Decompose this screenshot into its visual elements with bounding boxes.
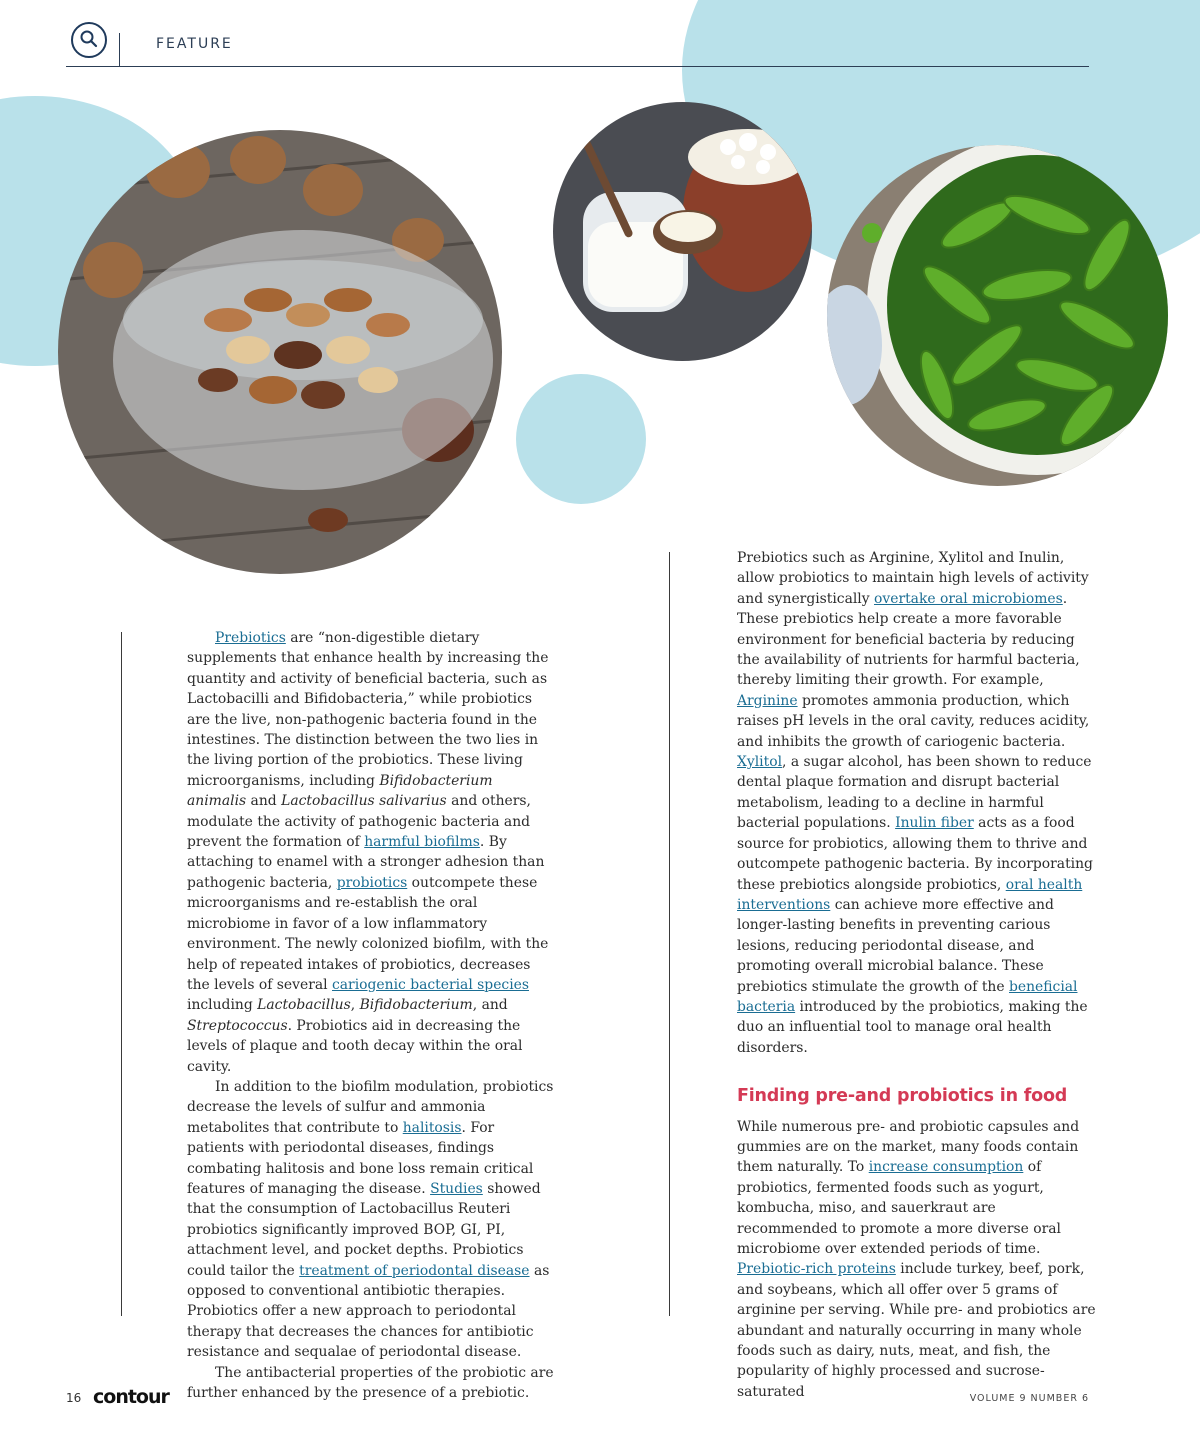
inline-link[interactable]: cariogenic bacterial species <box>332 976 529 993</box>
italic-term: Bifidobacterium animalis <box>187 772 493 810</box>
bowl-of-mixed-nuts-photo <box>58 130 502 574</box>
left-column-rule <box>121 632 122 1316</box>
decorative-circle-middle <box>516 374 646 504</box>
italic-term: Lactobacillus salivarius <box>281 793 447 810</box>
page-number: 16 <box>66 1391 82 1405</box>
inline-link[interactable]: Studies <box>430 1180 483 1197</box>
magazine-logo: contour <box>93 1386 169 1408</box>
inline-link[interactable]: Prebiotics <box>215 630 286 646</box>
search-icon <box>79 29 99 49</box>
inline-link[interactable]: increase consumption <box>868 1159 1024 1176</box>
inline-link[interactable]: Xylitol <box>737 754 783 771</box>
paragraph: In addition to the biofilm modulation, probiotics decrease the levels of sulfur and ammonia metabolites that contribute to halitosis. For patients with periodontal diseases, findings combating halitosis and bone loss remain critical features of managing the disease. Studies showed that the consumption of Lactobacillus Reuteri probiotics significantly improved BOP, GI, PI, attachment level, and pocket depths. Probiotics could tailor the treatment of periodontal disease as opposed to conventional antibiotic therapies. Probiotics offer a new approach to periodontal therapy that decreases the chances for antibiotic resistance and sequalae of periodontal disease. <box>187 1078 554 1361</box>
inline-link[interactable]: overtake oral microbiomes <box>874 590 1063 607</box>
header-rule <box>66 66 1089 67</box>
italic-term: Lactobacillus <box>257 997 351 1014</box>
italic-term: Bifidobacterium <box>359 997 473 1014</box>
left-column <box>187 628 555 1403</box>
paragraph: Prebiotics are “non-digestible dietary supplements that enhance health by increasing the quantity and activity of beneficial bacteria, such as Lactobacilli and Bifidobacteria,” while probiotics are the live, non-pathogenic bacteria found in the intestines. The distinction between the two lies in the living portion of the probiotics. These living microorganisms, including Bifidobacterium animalis and Lactobacillus salivarius and others, modulate the activity of pathogenic bacteria and prevent the formation of harmful biofilms. By attaching to enamel with a stronger adhesion than pathogenic bacteria, probiotics outcompete these microorganisms and re-establish the oral microbiome in favor of a low inflammatory environment. The newly colonized biofilm, with the help of repeated intakes of probiotics, decreases the levels of several cariogenic bacterial species including Lactobacillus, Bifidobacterium, and Streptococcus. Probiotics aid in decreasing the levels of plaque and tooth decay within the oral cavity. <box>187 630 549 1075</box>
inline-link[interactable]: probiotics <box>336 874 408 891</box>
inline-link[interactable]: Inulin fiber <box>895 815 974 832</box>
inline-link[interactable]: harmful biofilms <box>364 834 480 851</box>
right-column <box>737 548 1097 1402</box>
inline-link[interactable]: halitosis <box>402 1119 462 1136</box>
inline-link[interactable]: oral health interventions <box>737 876 1083 913</box>
section-subheading: Finding pre-and probiotics in food <box>737 1086 1068 1107</box>
inline-link[interactable]: beneficial bacteria <box>737 978 1078 1015</box>
kefir-and-cottage-cheese-photo <box>553 102 812 361</box>
italic-term: Streptococcus <box>187 1017 288 1034</box>
inline-link[interactable]: treatment of periodontal disease <box>299 1262 530 1279</box>
right-column-rule <box>669 552 670 1316</box>
search-button[interactable] <box>71 22 107 58</box>
paragraph: While numerous pre- and probiotic capsules and gummies are on the market, many foods contain them naturally. To increase consumption of probiotics, fermented foods such as yogurt, kombucha, miso, and sauerkraut are recommended to promote a more diverse oral microbiome over extended periods of time. Prebiotic-rich proteins include turkey, beef, pork, and soybeans, which all offer over 5 grams of arginine per serving. While pre- and probiotics are abundant and naturally occurring in many whole foods such as dairy, nuts, meat, and fish, the popularity of highly processed and sucrose-saturated <box>737 1118 1096 1400</box>
inline-link[interactable]: Prebiotic-rich proteins <box>737 1261 896 1278</box>
paragraph: Prebiotics such as Arginine, Xylitol and Inulin, allow probiotics to maintain high levels of activity and synergistically overtake oral microbiomes. These prebiotics help create a more favorable environment for beneficial bacteria by reducing the availability of nutrients for harmful bacteria, thereby limiting their growth. For example, Arginine promotes ammonia production, which raises pH levels in the oral cavity, reduces acidity, and inhibits the growth of cariogenic bacteria. Xylitol, a sugar alcohol, has been shown to reduce dental plaque formation and disrupt bacterial metabolism, leading to a decline in harmful bacterial populations. Inulin fiber acts as a food source for probiotics, allowing them to thrive and outcompete pathogenic bacteria. By incorporating these prebiotics alongside probiotics, oral health interventions can achieve more effective and longer-lasting benefits in preventing carious lesions, reducing periodontal disease, and promoting overall microbial balance. These prebiotics stimulate the growth of the beneficial bacteria introduced by the probiotics, making the duo an influential tool to manage oral health disorders. <box>737 550 1093 1056</box>
inline-link[interactable]: Arginine <box>737 692 798 709</box>
paragraph: The antibacterial properties of the probiotic are further enhanced by the presence of a prebiotic. <box>187 1364 554 1402</box>
edamame-bowl-photo <box>827 145 1168 486</box>
section-label: FEATURE <box>156 36 233 52</box>
issue-label: VOLUME 9 NUMBER 6 <box>969 1393 1089 1404</box>
header-separator <box>119 33 120 67</box>
